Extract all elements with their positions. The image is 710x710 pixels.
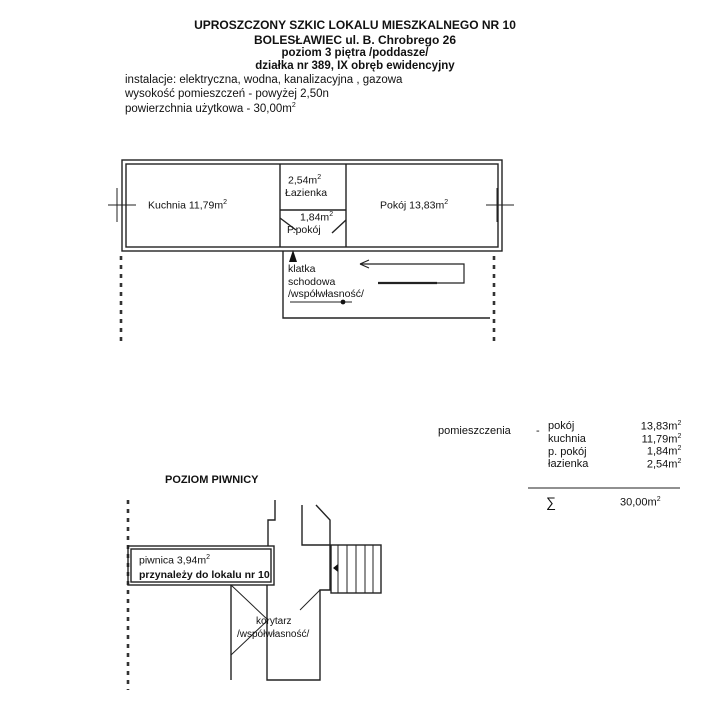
basement-wall-top — [302, 505, 330, 545]
staircase-label-3: /współwłasność/ — [288, 288, 364, 300]
table-row: łazienka $2,54m^2$ — [548, 457, 682, 471]
parcel-text: działka nr 389, IX obręb ewidencyjny — [255, 60, 455, 72]
level-text: poziom 3 piętra /poddasze/ — [281, 47, 429, 59]
sum-symbol: ∑ — [546, 494, 556, 510]
entrance-arrow-icon — [289, 250, 297, 262]
bathroom-area-label: $2,54m^2$ — [288, 174, 322, 187]
stair-arrow-line — [360, 264, 464, 283]
bathroom-name-label: Łazienka — [285, 187, 328, 199]
hall-area-label: $1,84m^2$ — [300, 211, 334, 224]
table-row: p. pokój $1,84m^2$ — [548, 445, 682, 458]
kitchen-label: Kuchnia $11,79m^2$ — [148, 199, 228, 212]
basement-stair-arrow-icon — [333, 564, 338, 572]
usable-area-text: powierzchnia użytkowa - $30,00m^2$ — [125, 102, 296, 115]
corridor-wall-mid — [268, 500, 275, 546]
corridor-diagonal-2 — [300, 590, 320, 610]
staircase-label-1: klatka — [288, 263, 316, 275]
plan-title: UPROSZCZONY SZKIC LOKALU MIESZKALNEGO NR 10 — [194, 18, 516, 32]
corridor-label-1: korytarz — [256, 616, 292, 627]
cellar-belongs-label: przynależy do lokalu nr 10 — [139, 569, 270, 581]
stair-dot — [341, 300, 346, 305]
rooms-table — [544, 420, 685, 471]
door-swing-2 — [332, 220, 346, 233]
sum-value: $30,00m^2$ — [620, 496, 661, 509]
room-label: Pokój $13,83m^2$ — [380, 199, 449, 212]
installations-text: instalacje: elektryczna, wodna, kanalizacyjna , gazowa — [125, 74, 403, 86]
cellar-label: piwnica $3,94m^2$ — [139, 554, 211, 567]
rooms-table-dash: - — [536, 425, 540, 437]
hall-name-label: P.pokój — [287, 224, 321, 236]
address: BOLESŁAWIEC ul. B. Chrobrego 26 — [253, 33, 456, 47]
basement-title: POZIOM PIWNICY — [165, 474, 259, 486]
staircase-label-2: schodowa — [288, 276, 336, 288]
table-row: kuchnia $11,79m^2$ — [548, 432, 682, 446]
corridor-wall-right — [267, 545, 330, 680]
rooms-table-label: pomieszczenia — [438, 425, 511, 437]
height-text: wysokość pomieszczeń - powyżej 2,50n — [125, 88, 329, 100]
corridor-label-2: /współwłasność/ — [237, 629, 310, 640]
table-row: pokój $13,83m^2$ — [548, 420, 682, 433]
